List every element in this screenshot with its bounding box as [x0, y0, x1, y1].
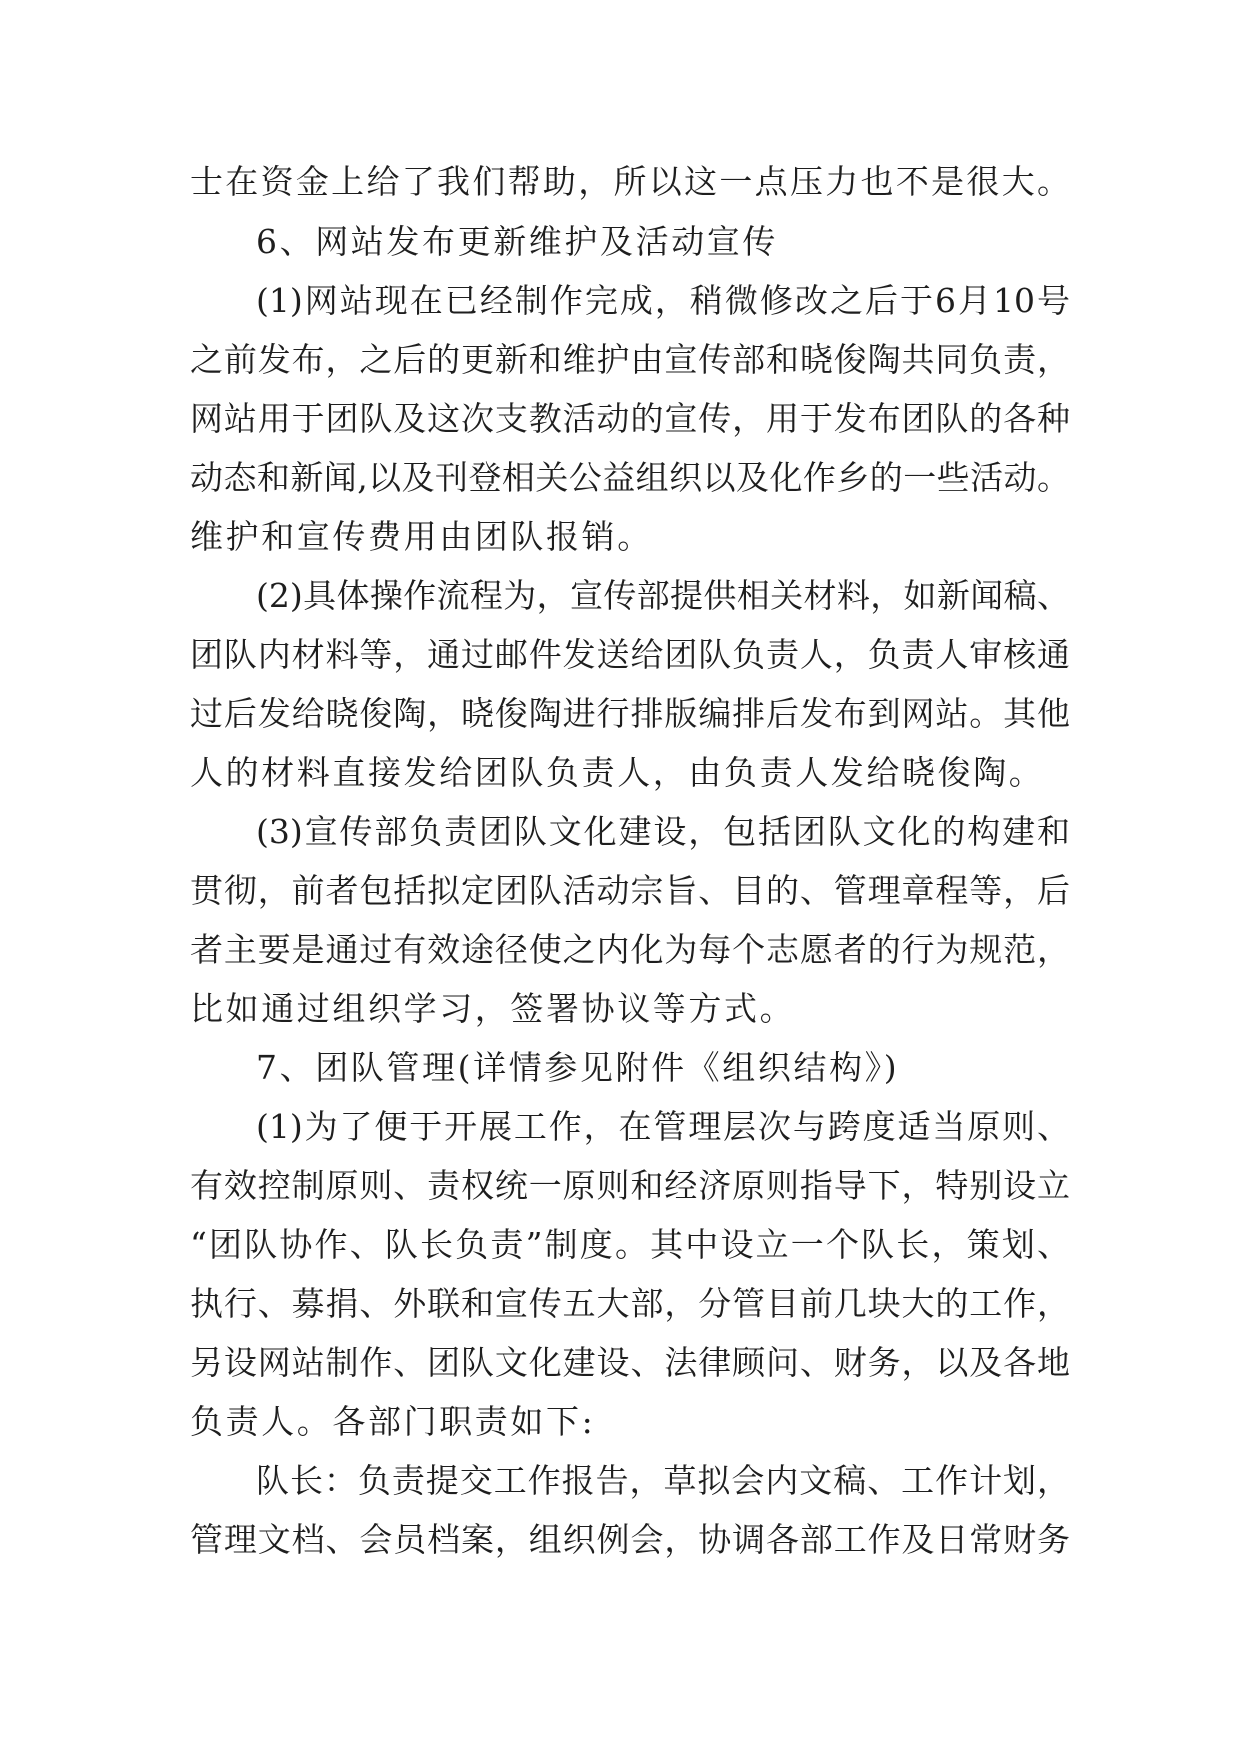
text-line: 动态和新闻,以及刊登相关公益组织以及化作乡的一些活动。 [190, 458, 1070, 497]
text-line: (3)宣传部负责团队文化建设，包括团队文化的构建和 [256, 812, 1070, 851]
text-line: 队长：负责提交工作报告，草拟会内文稿、工作计划， [256, 1461, 1070, 1500]
text-line: (1)网站现在已经制作完成，稍微修改之后于6月10号 [256, 281, 1070, 320]
text-line: 者主要是通过有效途径使之内化为每个志愿者的行为规范， [190, 930, 1070, 969]
text-line: 团队内材料等，通过邮件发送给团队负责人，负责人审核通 [190, 635, 1070, 674]
text-line: 另设网站制作、团队文化建设、法律顾问、财务，以及各地 [190, 1343, 1070, 1382]
text-line: 之前发布，之后的更新和维护由宣传部和晓俊陶共同负责， [190, 340, 1070, 379]
text-line: 负责人。各部门职责如下: [190, 1402, 596, 1441]
text-line: 维护和宣传费用由团队报销。 [190, 517, 653, 556]
text-line: (1)为了便于开展工作，在管理层次与跨度适当原则、 [256, 1107, 1070, 1146]
text-line: 过后发给晓俊陶，晓俊陶进行排版编排后发布到网站。其他 [190, 694, 1070, 733]
text-line: (2)具体操作流程为，宣传部提供相关材料，如新闻稿、 [256, 576, 1070, 615]
text-line: 比如通过组织学习，签署协议等方式。 [190, 989, 796, 1028]
section-heading: 7、团队管理(详情参见附件《组织结构》) [256, 1048, 900, 1087]
text-line: 贯彻，前者包括拟定团队活动宗旨、目的、管理章程等，后 [190, 871, 1070, 910]
text-line: 管理文档、会员档案，组织例会，协调各部工作及日常财务 [190, 1520, 1070, 1559]
text-line: 士在资金上给了我们帮助，所以这一点压力也不是很大。 [190, 162, 1070, 201]
text-line: 网站用于团队及这次支教活动的宣传，用于发布团队的各种 [190, 399, 1070, 438]
text-line: “团队协作、队长负责”制度。其中设立一个队长，策划、 [190, 1225, 1070, 1264]
text-line: 人的材料直接发给团队负责人，由负责人发给晓俊陶。 [190, 753, 1045, 792]
section-heading: 6、网站发布更新维护及活动宣传 [256, 222, 778, 261]
text-line: 有效控制原则、责权统一原则和经济原则指导下，特别设立 [190, 1166, 1070, 1205]
text-line: 执行、募捐、外联和宣传五大部，分管目前几块大的工作， [190, 1284, 1070, 1323]
